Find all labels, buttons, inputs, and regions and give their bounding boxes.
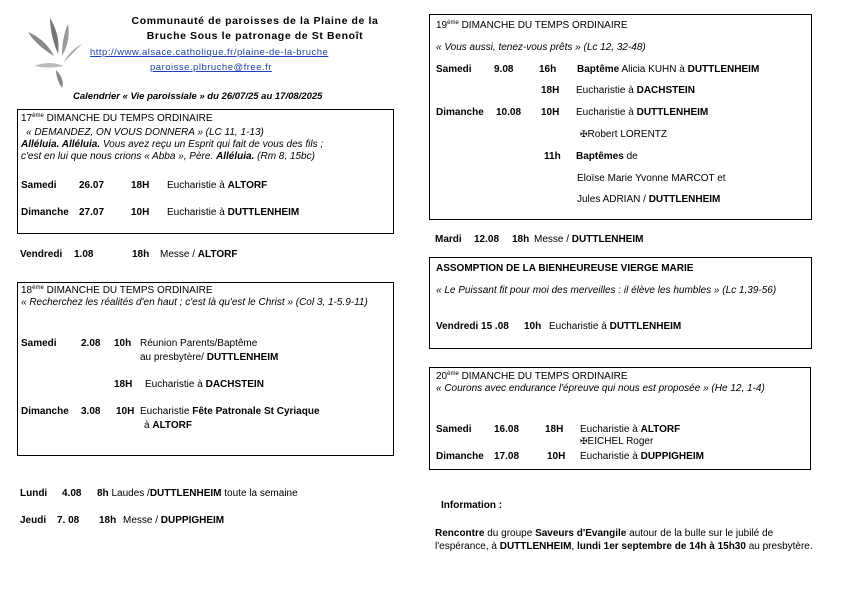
monday-date: 4.08: [62, 488, 82, 499]
sunday-17-section: [17, 109, 394, 234]
row-event: Eucharistie à DUTTLENHEIM: [167, 207, 300, 218]
assumption-title: ASSOMPTION DE LA BIENHEUREUSE VIERGE MARIE: [436, 263, 694, 274]
sun-event: Eucharistie Fête Patronale St Cyriaque: [140, 406, 320, 417]
sunday-17-title: 17ème DIMANCHE DU TEMPS ORDINAIRE: [21, 113, 213, 124]
header-title-line1: Communauté de paroisses de la Plaine de la: [131, 15, 379, 27]
friday-day: Vendredi: [20, 249, 63, 260]
sat-event: Réunion Parents/Baptême: [140, 338, 258, 349]
sun-date: 17.08: [494, 451, 520, 462]
tuesday-event: Messe / DUTTLENHEIM: [534, 234, 644, 245]
assumption-section: [429, 257, 812, 349]
row-day: Dimanche: [21, 207, 69, 218]
row-date: 26.07: [79, 180, 105, 191]
tuesday-day: Mardi: [435, 234, 462, 245]
baptism-time: 11h: [544, 151, 561, 162]
sat-date: 9.08: [494, 64, 514, 75]
baptism-name: Eloïse Marie Yvonne MARCOT et: [577, 173, 726, 184]
friday-date: 1.08: [74, 249, 94, 260]
sat-date: 16.08: [494, 424, 520, 435]
thursday-date: 7. 08: [57, 515, 80, 526]
sunday-18-title: 18ème DIMANCHE DU TEMPS ORDINAIRE: [21, 285, 213, 296]
church-dove-logo: [20, 10, 100, 90]
sat-date: 2.08: [81, 338, 101, 349]
email-link[interactable]: paroisse.plbruche@free.fr: [150, 62, 272, 73]
friday-time: 18h: [132, 249, 150, 260]
sun-time: 10H: [547, 451, 566, 462]
friday-event: Messe / ALTORF: [160, 249, 238, 260]
mass-intention: ✠EICHEL Roger: [580, 436, 654, 447]
sun-event: Eucharistie à DUTTLENHEIM: [576, 107, 709, 118]
sunday-17-verse-line1: Alléluia. Alléluia. Vous avez reçu un Esprit qui fait de vous des fils ;: [21, 139, 324, 150]
sat-time: 16h: [539, 64, 557, 75]
sat-day: Samedi: [21, 338, 57, 349]
sun-day: Dimanche: [436, 451, 484, 462]
sat-event: Baptême Alicia KUHN à DUTTLENHEIM: [577, 64, 760, 75]
row-time: 18H: [131, 180, 150, 191]
sat-day: Samedi: [436, 424, 472, 435]
row-event: Eucharistie à ALTORF: [167, 180, 268, 191]
baptism-name: Jules ADRIAN / DUTTLENHEIM: [577, 194, 721, 205]
sat-time: 18H: [114, 379, 133, 390]
sat-time: 18H: [545, 424, 564, 435]
sunday-20-title: 20ème DIMANCHE DU TEMPS ORDINAIRE: [436, 371, 628, 382]
sun-day: Dimanche: [21, 406, 69, 417]
information-heading: Information :: [441, 500, 503, 511]
sun-day: Dimanche: [436, 107, 484, 118]
sun-event: Eucharistie à DUPPIGHEIM: [580, 451, 704, 462]
sunday-20-section: [429, 367, 811, 470]
monday-event: 8h Laudes /DUTTLENHEIM toute la semaine: [97, 488, 298, 499]
sunday-19-section: [429, 14, 812, 220]
monday-day: Lundi: [20, 488, 48, 499]
sun-date: 3.08: [81, 406, 101, 417]
sat-day: Samedi: [436, 64, 472, 75]
tuesday-time: 18h: [512, 234, 530, 245]
sunday-17-verse-line2: c'est en lui que nous crions « Abba », Père. Alléluia. (Rm 8, 15bc): [21, 151, 315, 162]
assumption-event: Eucharistie à DUTTLENHEIM: [549, 321, 682, 332]
sunday-20-quote: « Courons avec endurance l'épreuve qui nous est proposée » (He 12, 1-4): [436, 383, 765, 394]
information-text: Rencontre du groupe Saveurs d'Evangile autour de la bulle sur le jubilé de l'espérance, à DUTTLENHEIM, lundi 1er septembre de 14h à 15h30 au presbytère.: [435, 528, 813, 552]
sunday-18-section: [17, 282, 394, 456]
sat-event: Eucharistie à ALTORF: [580, 424, 681, 435]
row-date: 27.07: [79, 207, 105, 218]
sunday-18-quote: « Recherchez les réalités d'en haut ; c'est là qu'est le Christ » (Col 3, 1-5.9-11): [21, 297, 368, 308]
mass-intention: ✠Robert LORENTZ: [580, 129, 668, 140]
row-day: Samedi: [21, 180, 57, 191]
assumption-day: Vendredi 15 .08: [436, 321, 509, 332]
sat-time: 18H: [541, 85, 560, 96]
sun-time: 10H: [541, 107, 560, 118]
row-time: 10H: [131, 207, 150, 218]
thursday-event: Messe / DUPPIGHEIM: [123, 515, 225, 526]
thursday-day: Jeudi: [20, 515, 47, 526]
cross-icon: ✠: [580, 436, 588, 446]
sunday-17-quote: « DEMANDEZ, ON VOUS DONNERA » (LC 11, 1-13): [26, 127, 264, 138]
sunday-19-quote: « Vous aussi, tenez-vous prêts » (Lc 12, 32-48): [436, 42, 646, 53]
sun-event-place: à ALTORF: [144, 420, 192, 431]
header-title-line2: Bruche Sous le patronage de St Benoît: [146, 30, 364, 42]
calendar-period: Calendrier « Vie paroissiale » du 26/07/25 au 17/08/2025: [73, 91, 323, 102]
baptism-label: Baptêmes de: [576, 151, 638, 162]
sunday-19-title: 19ème DIMANCHE DU TEMPS ORDINAIRE: [436, 20, 628, 31]
tuesday-date: 12.08: [474, 234, 500, 245]
sun-time: 10H: [116, 406, 135, 417]
cross-icon: ✠: [580, 129, 588, 139]
website-link[interactable]: http://www.alsace.catholique.fr/plaine-de-la-bruche: [90, 47, 329, 58]
sat-event: Eucharistie à DACHSTEIN: [576, 85, 695, 96]
sun-date: 10.08: [496, 107, 522, 118]
sat-event: Eucharistie à DACHSTEIN: [145, 379, 264, 390]
thursday-time: 18h: [99, 515, 117, 526]
assumption-quote: « Le Puissant fit pour moi des merveilles : il élève les humbles » (Lc 1,39-56): [436, 285, 777, 296]
sat-time: 10h: [114, 338, 132, 349]
assumption-time: 10h: [524, 321, 542, 332]
sat-event-place: au presbytère/ DUTTLENHEIM: [140, 352, 279, 363]
